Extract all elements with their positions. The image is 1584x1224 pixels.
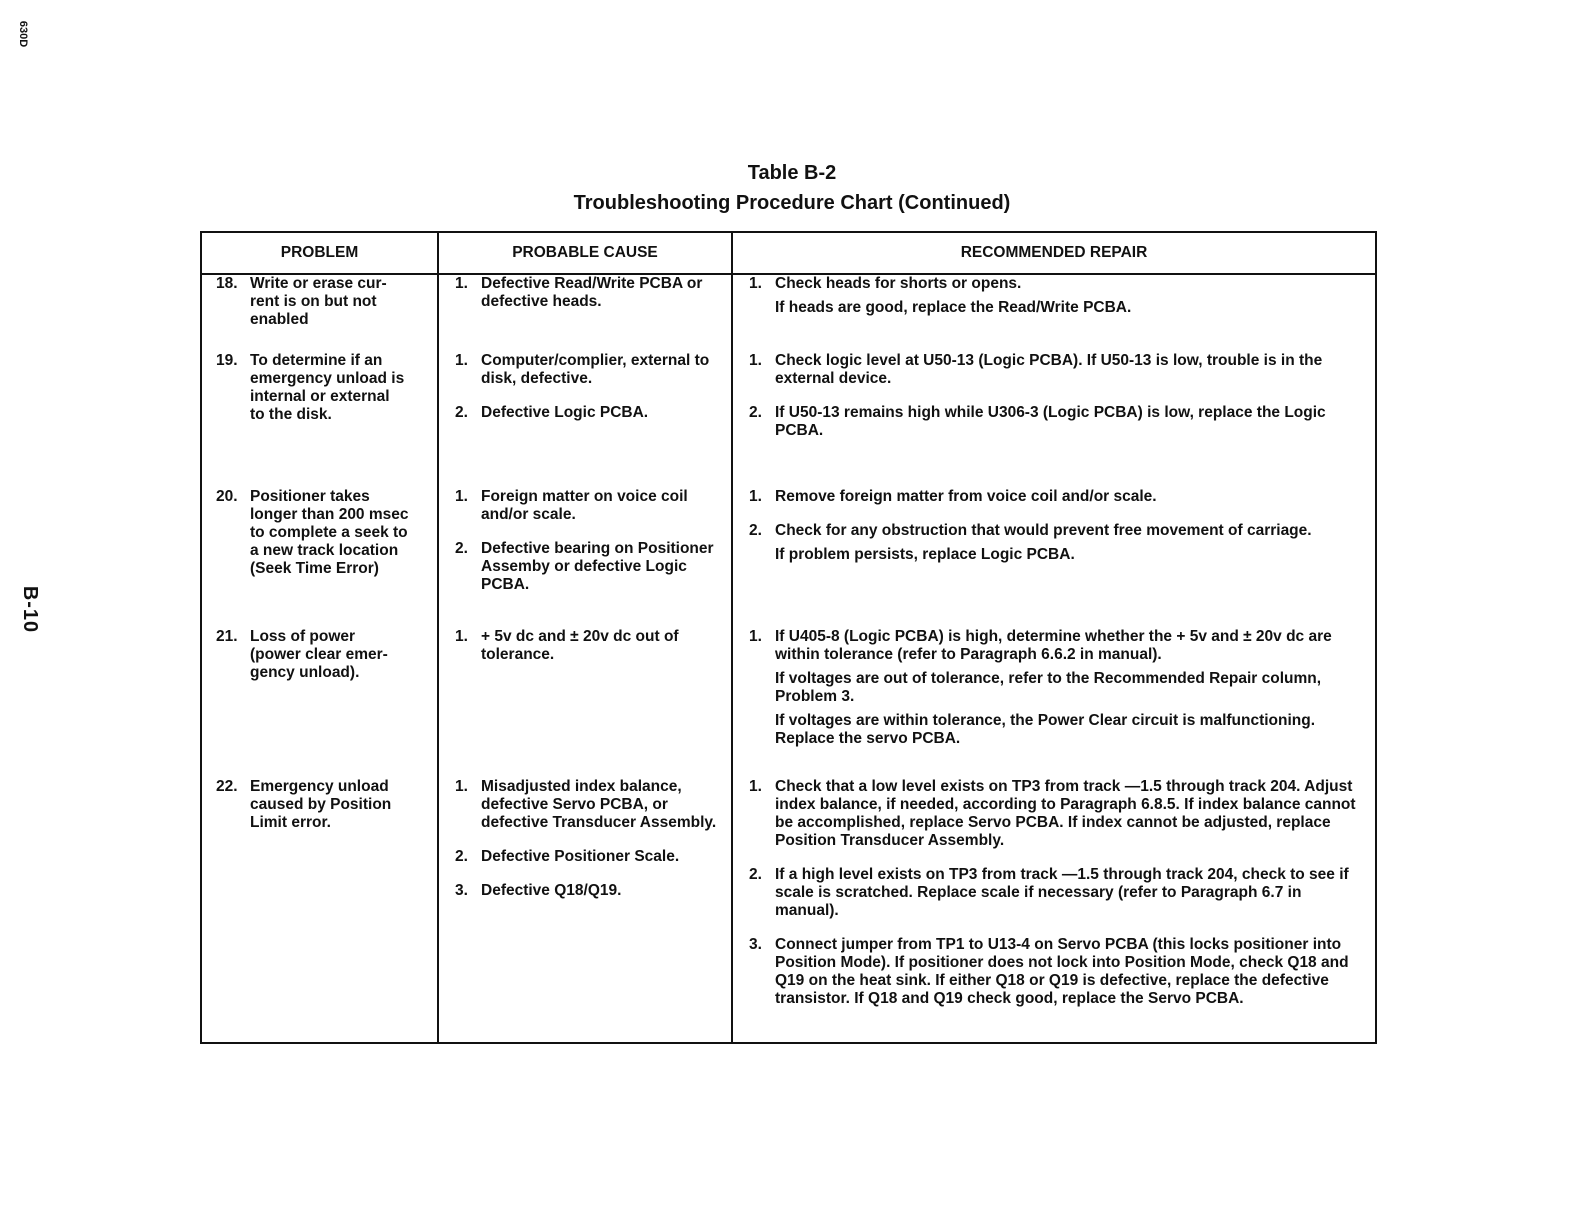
problem-entry: [202, 488, 437, 578]
problem-line: Positioner takes: [250, 488, 370, 505]
problem-line: rent is on but not: [250, 293, 377, 310]
problem-cell: [201, 628, 438, 778]
cause-item: [439, 540, 731, 594]
cause-item: [439, 352, 731, 388]
problem-line: a new track location: [250, 542, 399, 559]
cause-text: Misadjusted index balance, defective Servo PCBA, or defective Transducer Assembly.: [481, 778, 717, 831]
problem-line: enabled: [250, 311, 309, 328]
cause-item: [439, 882, 731, 900]
cause-cell: [438, 628, 732, 778]
problem-text: [250, 488, 431, 578]
document-code: 630D: [17, 20, 30, 48]
repair-text: If a high level exists on TP3 from track —1.5 through track 204, check to see if scale is scratched. Replace scale if necessary (refer to Paragraph 6.7 in manual).: [775, 866, 1349, 919]
repair-cell: [732, 274, 1376, 352]
cause-text: Defective Q18/Q19.: [481, 882, 622, 899]
problem-entry: [202, 628, 437, 682]
troubleshooting-table: [200, 231, 1377, 1044]
repair-body: [775, 866, 1365, 920]
repair-body: [775, 275, 1365, 317]
repair-subnote: If voltages are within tolerance, the Power Clear circuit is malfunctioning. Replace the servo PCBA.: [775, 712, 1316, 747]
cause-cell: [438, 352, 732, 488]
cause-item: [439, 275, 731, 311]
header-problem: PROBLEM: [201, 232, 438, 274]
cause-text: Defective Logic PCBA.: [481, 404, 649, 421]
repair-cell: [732, 488, 1376, 628]
problem-line: Loss of power: [250, 628, 356, 645]
cause-text: Foreign matter on voice coil and/or scale.: [481, 488, 688, 523]
cause-text: Defective Positioner Scale.: [481, 848, 680, 865]
problem-cell: [201, 274, 438, 352]
cause-text: + 5v dc and ± 20v dc out of tolerance.: [481, 628, 679, 663]
cause-number: 1.: [455, 628, 468, 645]
problem-line: Emergency unload: [250, 778, 389, 795]
problem-line: internal or external: [250, 388, 390, 405]
problem-line: longer than 200 msec: [250, 506, 409, 523]
problem-text: [250, 275, 431, 329]
problem-line: to the disk.: [250, 406, 332, 423]
repair-text: Connect jumper from TP1 to U13-4 on Servo PCBA (this locks positioner into Position Mode). If positioner does not lock into Position Mode, check Q18 and Q19 on the heat sink. If either Q18 or Q19 is defective, replace the defective transistor. If Q18 and Q19 check good, replace the Servo PCBA.: [775, 936, 1349, 1007]
header-probable-cause: PROBABLE CAUSE: [438, 232, 732, 274]
repair-body: [775, 628, 1365, 748]
cause-item: [439, 778, 731, 832]
table-row: [201, 628, 1376, 778]
problem-text: [250, 352, 431, 424]
repair-number: 1.: [749, 628, 762, 645]
repair-cell: [732, 352, 1376, 488]
repair-text: Check that a low level exists on TP3 from track —1.5 through track 204. Adjust index balance, if needed, according to Paragraph 6.8.5. If index balance cannot be accomplished, replace Servo PCBA. If index cannot be adjusted, replace Position Transducer Assembly.: [775, 778, 1356, 849]
repair-number: 1.: [749, 488, 762, 505]
repair-item: [733, 522, 1375, 564]
problem-line: (Seek Time Error): [250, 560, 379, 577]
repair-text: Check logic level at U50-13 (Logic PCBA). If U50-13 is low, trouble is in the external device.: [775, 352, 1323, 387]
cause-item: [439, 848, 731, 866]
cause-number: 2.: [455, 848, 468, 865]
repair-body: [775, 522, 1365, 564]
problem-number: 20.: [216, 488, 238, 505]
table-row: [201, 352, 1376, 488]
repair-text: Remove foreign matter from voice coil and/or scale.: [775, 488, 1157, 505]
problem-number: 19.: [216, 352, 238, 369]
problem-line: caused by Position: [250, 796, 392, 813]
problem-line: Write or erase cur-: [250, 275, 387, 292]
cause-text: Computer/complier, external to disk, defective.: [481, 352, 710, 387]
repair-item: [733, 404, 1375, 440]
repair-text: If U405-8 (Logic PCBA) is high, determine whether the + 5v and ± 20v dc are within tolerance (refer to Paragraph 6.6.2 in manual).: [775, 628, 1332, 663]
problem-entry: [202, 275, 437, 329]
problem-entry: [202, 778, 437, 832]
table-row: [201, 488, 1376, 628]
table-label: Table B-2: [747, 162, 837, 184]
problem-text: [250, 778, 431, 832]
repair-subnote: If problem persists, replace Logic PCBA.: [775, 546, 1075, 563]
cause-number: 1.: [455, 352, 468, 369]
problem-line: gency unload).: [250, 664, 360, 681]
repair-cell: [732, 628, 1376, 778]
repair-body: [775, 936, 1365, 1008]
repair-item: [733, 936, 1375, 1008]
header-recommended-repair: RECOMMENDED REPAIR: [732, 232, 1376, 274]
cause-item: [439, 404, 731, 422]
repair-text: If U50-13 remains high while U306-3 (Logic PCBA) is low, replace the Logic PCBA.: [775, 404, 1326, 439]
repair-subnote: If voltages are out of tolerance, refer to the Recommended Repair column, Problem 3.: [775, 670, 1322, 705]
cause-cell: [438, 488, 732, 628]
repair-text: Check for any obstruction that would prevent free movement of carriage.: [775, 522, 1312, 539]
repair-number: 3.: [749, 936, 762, 953]
table-row: [201, 778, 1376, 1043]
repair-item: [733, 488, 1375, 506]
problem-number: 21.: [216, 628, 238, 645]
repair-text: Check heads for shorts or opens.: [775, 275, 1022, 292]
repair-number: 2.: [749, 404, 762, 421]
repair-number: 1.: [749, 352, 762, 369]
cause-cell: [438, 778, 732, 1043]
repair-item: [733, 866, 1375, 920]
problem-line: Limit error.: [250, 814, 331, 831]
problem-line: To determine if an: [250, 352, 383, 369]
problem-cell: [201, 488, 438, 628]
cause-number: 1.: [455, 488, 468, 505]
table-row: [201, 274, 1376, 352]
table-header-row: [201, 232, 1376, 274]
repair-item: [733, 352, 1375, 388]
repair-number: 2.: [749, 866, 762, 883]
repair-cell: [732, 778, 1376, 1043]
cause-text: Defective Read/Write PCBA or defective heads.: [481, 275, 703, 310]
repair-item: [733, 275, 1375, 317]
repair-item: [733, 778, 1375, 850]
repair-number: 1.: [749, 275, 762, 292]
cause-number: 1.: [455, 275, 468, 292]
repair-number: 2.: [749, 522, 762, 539]
problem-full-text: [250, 329, 251, 330]
table-caption: Troubleshooting Procedure Chart (Continued): [573, 192, 1011, 214]
repair-subnote: If heads are good, replace the Read/Write PCBA.: [775, 299, 1132, 316]
repair-item: [733, 628, 1375, 748]
cause-number: 3.: [455, 882, 468, 899]
cause-number: 1.: [455, 778, 468, 795]
cause-item: [439, 628, 731, 664]
problem-cell: [201, 778, 438, 1043]
cause-number: 2.: [455, 540, 468, 557]
cause-text: Defective bearing on Positioner Assemby or defective Logic PCBA.: [481, 540, 714, 593]
cause-cell: [438, 274, 732, 352]
problem-entry: [202, 352, 437, 424]
repair-body: [775, 352, 1365, 388]
repair-body: [775, 778, 1365, 850]
problem-text: [250, 628, 431, 682]
repair-number: 1.: [749, 778, 762, 795]
cause-item: [439, 488, 731, 524]
problem-line: emergency unload is: [250, 370, 405, 387]
table-body: [201, 274, 1376, 1043]
problem-cell: [201, 352, 438, 488]
problem-number: 18.: [216, 275, 238, 292]
problem-number: 22.: [216, 778, 238, 795]
problem-line: to complete a seek to: [250, 524, 408, 541]
repair-body: [775, 488, 1365, 506]
page-number: B-10: [19, 585, 42, 634]
repair-body: [775, 404, 1365, 440]
cause-number: 2.: [455, 404, 468, 421]
problem-line: (power clear emer-: [250, 646, 388, 663]
